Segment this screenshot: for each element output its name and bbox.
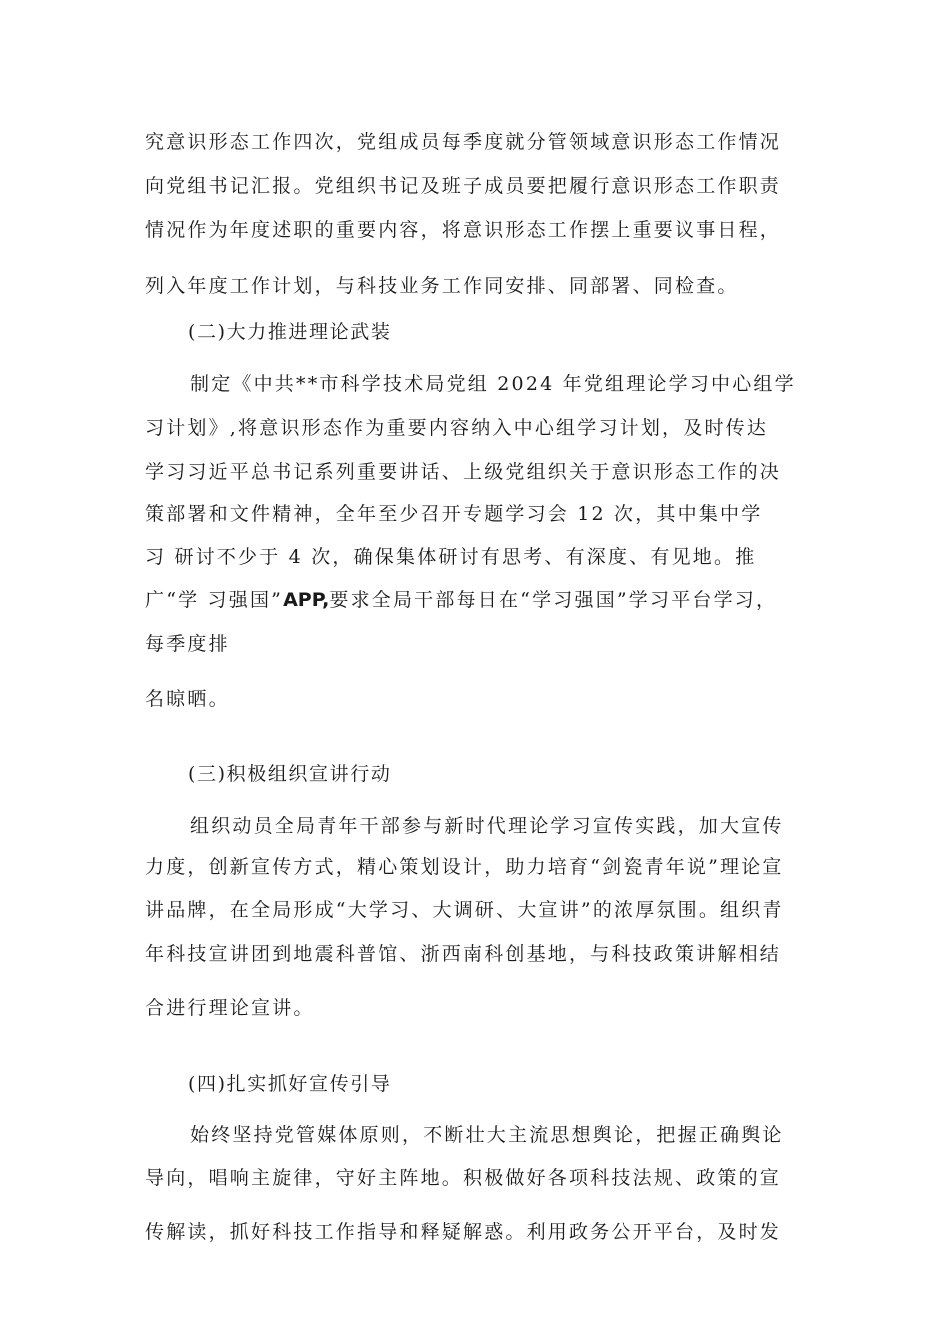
section-heading: (三)积极组织宣讲行动 <box>188 763 392 785</box>
paragraph-line: 策部署和文件精神，全年至少召开专题学习会 12 次，其中集中学 <box>145 503 763 525</box>
paragraph-line: 传解读，抓好科技工作指导和释疑解惑。利用政务公开平台，及时发 <box>145 1221 782 1243</box>
paragraph-line: 情况作为年度述职的重要内容，将意识形态工作摆上重要议事日程， <box>145 219 782 241</box>
section-heading: (四)扎实抓好宣传引导 <box>188 1073 392 1095</box>
paragraph-line: 习 研讨不少于 4 次，确保集体研讨有思考、有深度、有见地。推 <box>145 546 757 568</box>
section-heading: (二)大力推进理论武装 <box>188 321 392 343</box>
paragraph-line: 导向，唱响主旋律，守好主阵地。积极做好各项科技法规、政策的宣 <box>145 1167 782 1189</box>
paragraph-line: 组织动员全局青年干部参与新时代理论学习宣传实践，加大宣传 <box>190 815 784 837</box>
line-text: 要求全局干部每日在“学习强国”学习平台学习， <box>329 589 778 611</box>
paragraph-line: 列入年度工作计划，与科技业务工作同安排、同部署、同检查。 <box>145 275 739 297</box>
paragraph-line: 名晾晒。 <box>145 688 230 710</box>
paragraph-line: 力度，创新宣传方式，精心策划设计，助力培育“剑瓷青年说”理论宣 <box>145 856 784 878</box>
paragraph-line: 究意识形态工作四次，党组成员每季度就分管领域意识形态工作情况 <box>145 131 782 153</box>
app-name-text: APP, <box>283 589 330 611</box>
paragraph-line: 习计划》,将意识形态作为重要内容纳入中心组学习计划，及时传达 <box>145 417 769 439</box>
paragraph-line: 年科技宣讲团到地震科普馆、浙西南科创基地，与科技政策讲解相结 <box>145 943 782 965</box>
line-text: 广“学 习强国” <box>145 589 284 611</box>
paragraph-line: 制定《中共**市科学技术局党组 2024 年党组理论学习中心组学 <box>190 373 796 395</box>
paragraph-line: 学习习近平总书记系列重要讲话、上级党组织关于意识形态工作的决 <box>145 461 782 483</box>
paragraph-line <box>145 586 777 614</box>
paragraph-line: 始终坚持党管媒体原则，不断壮大主流思想舆论，把握正确舆论 <box>190 1124 784 1146</box>
paragraph-line: 讲品牌，在全局形成“大学习、大调研、大宣讲”的浓厚氛围。组织青 <box>145 899 784 921</box>
paragraph-line: 合进行理论宣讲。 <box>145 997 315 1019</box>
paragraph-line: 每季度排 <box>145 633 230 655</box>
paragraph-line: 向党组书记汇报。党组织书记及班子成员要把履行意识形态工作职责 <box>145 175 782 197</box>
